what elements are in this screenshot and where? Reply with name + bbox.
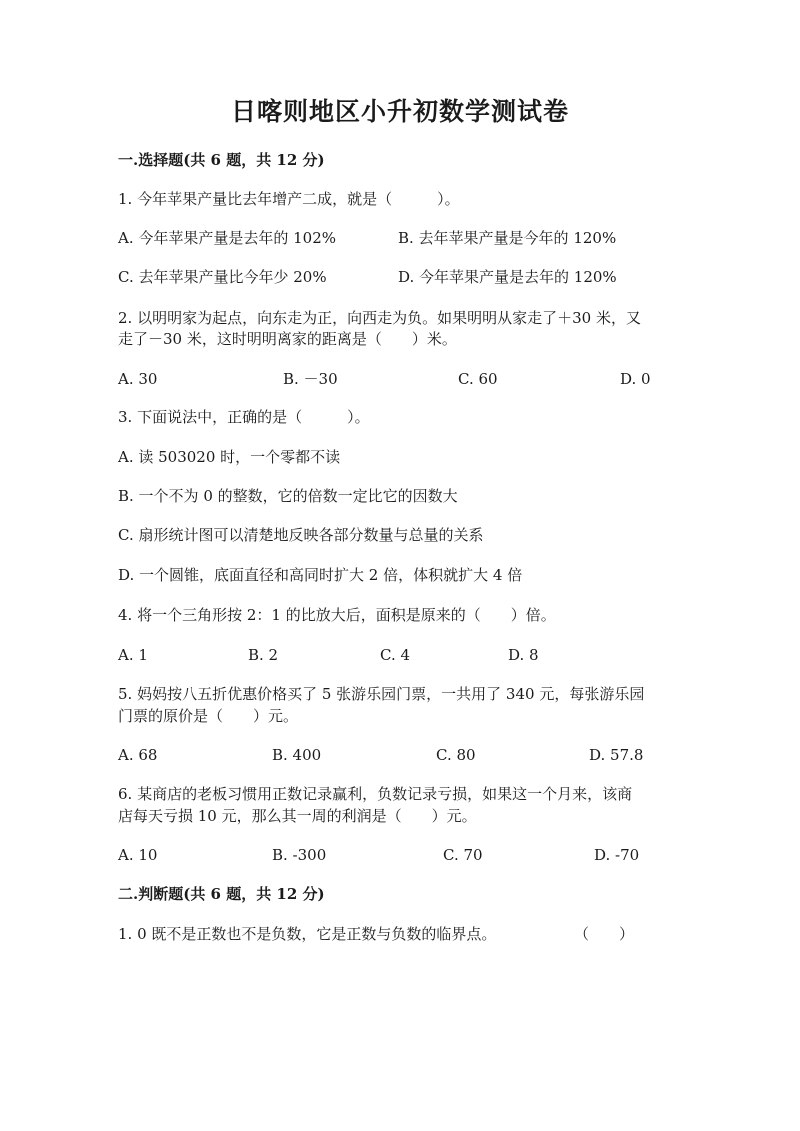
option-b: B. －30 [283, 370, 338, 388]
option-d: D. -70 [594, 846, 640, 864]
judgement-item-text: 1. 0 既不是正数也不是负数，它是正数与负数的临界点。 [118, 925, 497, 943]
page-title: 日喀则地区小升初数学测试卷 [230, 97, 569, 126]
option-a: A. 今年苹果产量是去年的 102% [118, 229, 337, 247]
section-heading-choice: 一.选择题(共 6 题，共 12 分) [118, 151, 325, 169]
option-a: A. 10 [118, 846, 158, 864]
option-d: D. 57.8 [589, 746, 644, 764]
option-d: D. 0 [620, 370, 651, 388]
question-stem: 6. 某商店的老板习惯用正数记录赢利，负数记录亏损，如果这一个月来，该商 [118, 785, 633, 803]
option-b: B. 一个不为 0 的整数，它的倍数一定比它的因数大 [118, 487, 458, 505]
question-stem: 5. 妈妈按八五折优惠价格买了 5 张游乐园门票，一共用了 340 元，每张游乐园 [118, 685, 645, 703]
option-a: A. 30 [118, 370, 158, 388]
option-c: C. 60 [458, 370, 498, 388]
option-b: B. 2 [248, 646, 279, 664]
option-c: C. 70 [443, 846, 483, 864]
question-stem-continued: 店每天亏损 10 元，那么其一周的利润是（ ）元。 [118, 807, 477, 825]
option-b: B. 400 [272, 746, 322, 764]
question-stem: 3. 下面说法中，正确的是（ ）。 [118, 408, 370, 426]
option-c: C. 4 [380, 646, 411, 664]
question-stem-continued: 门票的原价是（ ）元。 [118, 707, 299, 725]
option-a: A. 68 [118, 746, 158, 764]
question-stem-continued: 走了－30 米，这时明明离家的距离是（ ）米。 [118, 330, 457, 348]
option-d: D. 今年苹果产量是去年的 120% [398, 268, 617, 286]
option-a: A. 读 503020 时，一个零都不读 [118, 448, 341, 466]
option-d: D. 一个圆锥，底面直径和高同时扩大 2 倍，体积就扩大 4 倍 [118, 566, 523, 584]
option-a: A. 1 [118, 646, 148, 664]
section-heading-judgement: 二.判断题(共 6 题，共 12 分) [118, 885, 325, 903]
option-b: B. -300 [272, 846, 327, 864]
answer-bracket: （ ） [574, 925, 635, 943]
option-b: B. 去年苹果产量是今年的 120% [398, 229, 617, 247]
option-c: C. 扇形统计图可以清楚地反映各部分数量与总量的关系 [118, 526, 484, 544]
question-stem: 2. 以明明家为起点，向东走为正，向西走为负。如果明明从家走了＋30 米，又 [118, 309, 641, 327]
option-d: D. 8 [508, 646, 539, 664]
question-stem: 4. 将一个三角形按 2：1 的比放大后，面积是原来的（ ）倍。 [118, 606, 556, 624]
option-c: C. 80 [436, 746, 476, 764]
question-stem: 1. 今年苹果产量比去年增产二成，就是（ ）。 [118, 190, 460, 208]
option-c: C. 去年苹果产量比今年少 20% [118, 268, 327, 286]
